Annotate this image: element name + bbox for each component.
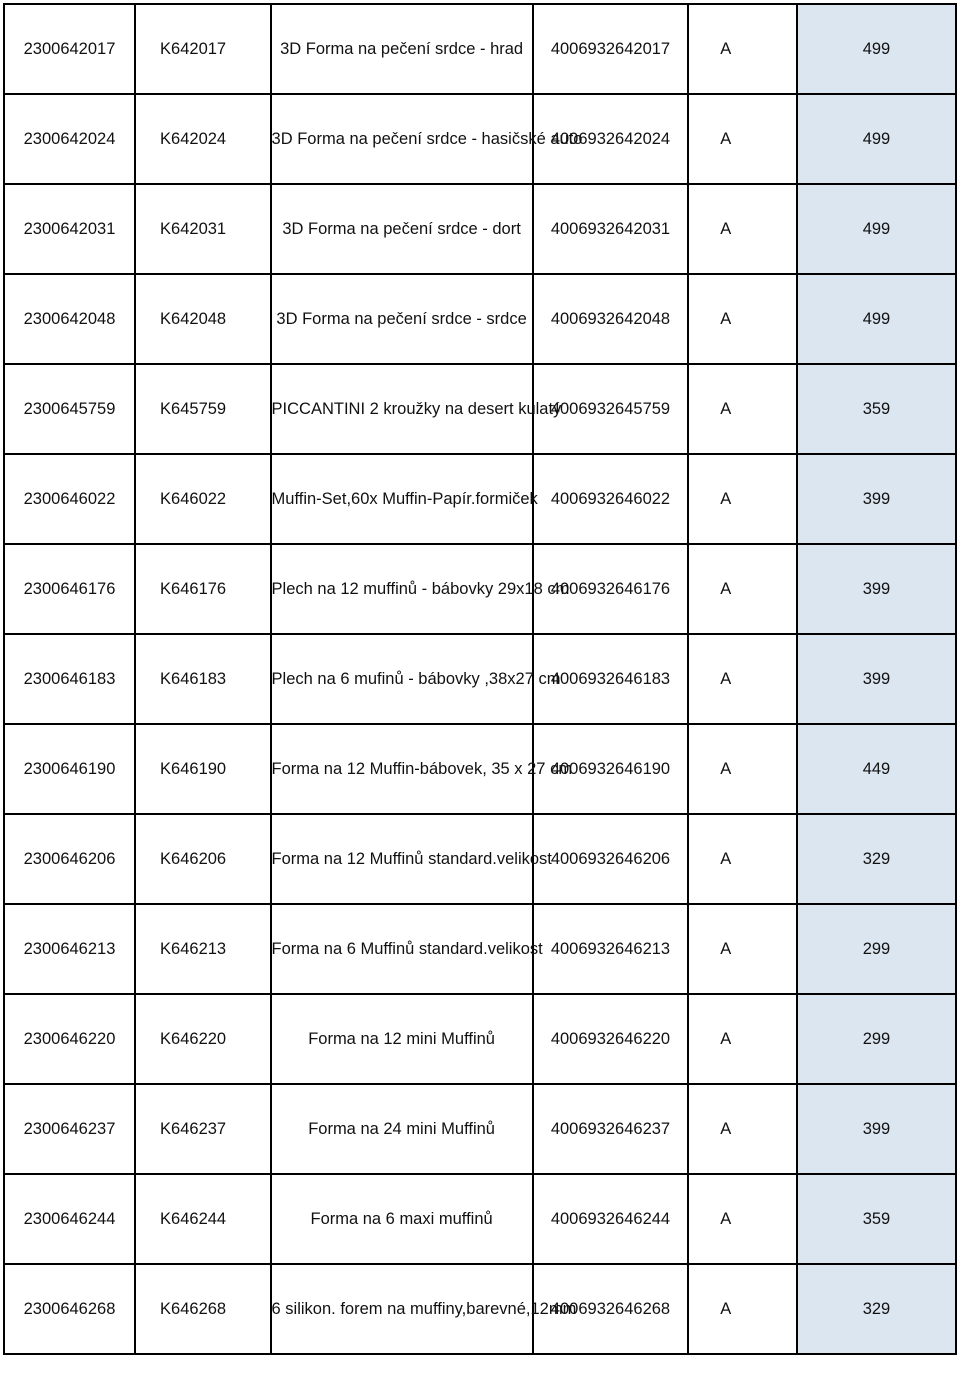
article-number-cell: K642024 — [135, 94, 271, 184]
class-cell: A — [688, 994, 797, 1084]
ean-barcode-cell: 4006932646220 — [533, 994, 689, 1084]
article-number-cell: K646213 — [135, 904, 271, 994]
article-number-cell: K646244 — [135, 1174, 271, 1264]
product-name-cell: 3D Forma na pečení srdce - srdce — [271, 274, 533, 364]
ean-barcode-cell: 4006932646244 — [533, 1174, 689, 1264]
class-cell: A — [688, 814, 797, 904]
article-number-cell: K642048 — [135, 274, 271, 364]
ean-barcode-cell: 4006932646213 — [533, 904, 689, 994]
product-code-cell: 2300642017 — [4, 4, 135, 94]
product-price-table — [3, 3, 957, 1355]
product-name-cell: Forma na 6 Muffinů standard.velikost — [271, 904, 533, 994]
ean-barcode-cell: 4006932642024 — [533, 94, 689, 184]
table-row — [4, 1084, 956, 1174]
product-name-cell: 6 silikon. forem na muffiny,barevné,12mm — [271, 1264, 533, 1354]
price-cell: 449 — [797, 724, 956, 814]
table-row — [4, 634, 956, 724]
price-cell: 399 — [797, 1084, 956, 1174]
article-number-cell: K646022 — [135, 454, 271, 544]
product-code-cell: 2300646190 — [4, 724, 135, 814]
price-cell: 399 — [797, 454, 956, 544]
ean-barcode-cell: 4006932646268 — [533, 1264, 689, 1354]
table-body — [4, 4, 956, 1354]
ean-barcode-cell: 4006932642048 — [533, 274, 689, 364]
product-code-cell: 2300645759 — [4, 364, 135, 454]
price-cell: 499 — [797, 184, 956, 274]
product-name-cell: 3D Forma na pečení srdce - hasičské auto — [271, 94, 533, 184]
class-cell: A — [688, 94, 797, 184]
product-code-cell: 2300646244 — [4, 1174, 135, 1264]
table-row — [4, 94, 956, 184]
product-code-cell: 2300646176 — [4, 544, 135, 634]
table-row — [4, 4, 956, 94]
ean-barcode-cell: 4006932645759 — [533, 364, 689, 454]
class-cell: A — [688, 1084, 797, 1174]
class-cell: A — [688, 544, 797, 634]
price-cell: 299 — [797, 904, 956, 994]
ean-barcode-cell: 4006932646190 — [533, 724, 689, 814]
product-code-cell: 2300642024 — [4, 94, 135, 184]
article-number-cell: K646268 — [135, 1264, 271, 1354]
product-name-cell: Muffin-Set,60x Muffin-Papír.formiček — [271, 454, 533, 544]
table-row — [4, 454, 956, 544]
price-cell: 399 — [797, 634, 956, 724]
class-cell: A — [688, 1264, 797, 1354]
class-cell: A — [688, 724, 797, 814]
product-name-cell: 3D Forma na pečení srdce - dort — [271, 184, 533, 274]
product-code-cell: 2300646213 — [4, 904, 135, 994]
article-number-cell: K646206 — [135, 814, 271, 904]
table-row — [4, 814, 956, 904]
product-name-cell: Forma na 12 Muffin-bábovek, 35 x 27 cm — [271, 724, 533, 814]
product-code-cell: 2300646268 — [4, 1264, 135, 1354]
price-cell: 329 — [797, 1264, 956, 1354]
product-name-cell: 3D Forma na pečení srdce - hrad — [271, 4, 533, 94]
table-row — [4, 274, 956, 364]
table-row — [4, 1264, 956, 1354]
table-row — [4, 364, 956, 454]
product-code-cell: 2300646237 — [4, 1084, 135, 1174]
class-cell: A — [688, 4, 797, 94]
product-name-cell: Forma na 12 Muffinů standard.velikost — [271, 814, 533, 904]
class-cell: A — [688, 364, 797, 454]
table-row — [4, 994, 956, 1084]
product-name-cell: Forma na 6 maxi muffinů — [271, 1174, 533, 1264]
class-cell: A — [688, 184, 797, 274]
ean-barcode-cell: 4006932646176 — [533, 544, 689, 634]
class-cell: A — [688, 634, 797, 724]
product-name-cell: Plech na 12 muffinů - bábovky 29x18 cm — [271, 544, 533, 634]
price-cell: 399 — [797, 544, 956, 634]
article-number-cell: K645759 — [135, 364, 271, 454]
ean-barcode-cell: 4006932646022 — [533, 454, 689, 544]
price-cell: 499 — [797, 274, 956, 364]
article-number-cell: K646183 — [135, 634, 271, 724]
product-name-cell: Plech na 6 mufinů - bábovky ,38x27 cm — [271, 634, 533, 724]
table-row — [4, 904, 956, 994]
article-number-cell: K646176 — [135, 544, 271, 634]
product-code-cell: 2300646183 — [4, 634, 135, 724]
price-cell: 299 — [797, 994, 956, 1084]
class-cell: A — [688, 454, 797, 544]
ean-barcode-cell: 4006932646206 — [533, 814, 689, 904]
product-name-cell: Forma na 12 mini Muffinů — [271, 994, 533, 1084]
price-cell: 359 — [797, 1174, 956, 1264]
product-code-cell: 2300642048 — [4, 274, 135, 364]
product-name-cell: PICCANTINI 2 kroužky na desert kulatý — [271, 364, 533, 454]
article-number-cell: K642017 — [135, 4, 271, 94]
product-code-cell: 2300642031 — [4, 184, 135, 274]
price-cell: 499 — [797, 94, 956, 184]
table-row — [4, 184, 956, 274]
price-cell: 359 — [797, 364, 956, 454]
ean-barcode-cell: 4006932646183 — [533, 634, 689, 724]
article-number-cell: K646190 — [135, 724, 271, 814]
class-cell: A — [688, 1174, 797, 1264]
table-row — [4, 1174, 956, 1264]
class-cell: A — [688, 274, 797, 364]
price-cell: 499 — [797, 4, 956, 94]
ean-barcode-cell: 4006932642031 — [533, 184, 689, 274]
product-code-cell: 2300646220 — [4, 994, 135, 1084]
table-row — [4, 544, 956, 634]
article-number-cell: K646220 — [135, 994, 271, 1084]
price-cell: 329 — [797, 814, 956, 904]
product-code-cell: 2300646022 — [4, 454, 135, 544]
article-number-cell: K646237 — [135, 1084, 271, 1174]
ean-barcode-cell: 4006932646237 — [533, 1084, 689, 1174]
article-number-cell: K642031 — [135, 184, 271, 274]
product-code-cell: 2300646206 — [4, 814, 135, 904]
ean-barcode-cell: 4006932642017 — [533, 4, 689, 94]
table-row — [4, 724, 956, 814]
product-name-cell: Forma na 24 mini Muffinů — [271, 1084, 533, 1174]
class-cell: A — [688, 904, 797, 994]
